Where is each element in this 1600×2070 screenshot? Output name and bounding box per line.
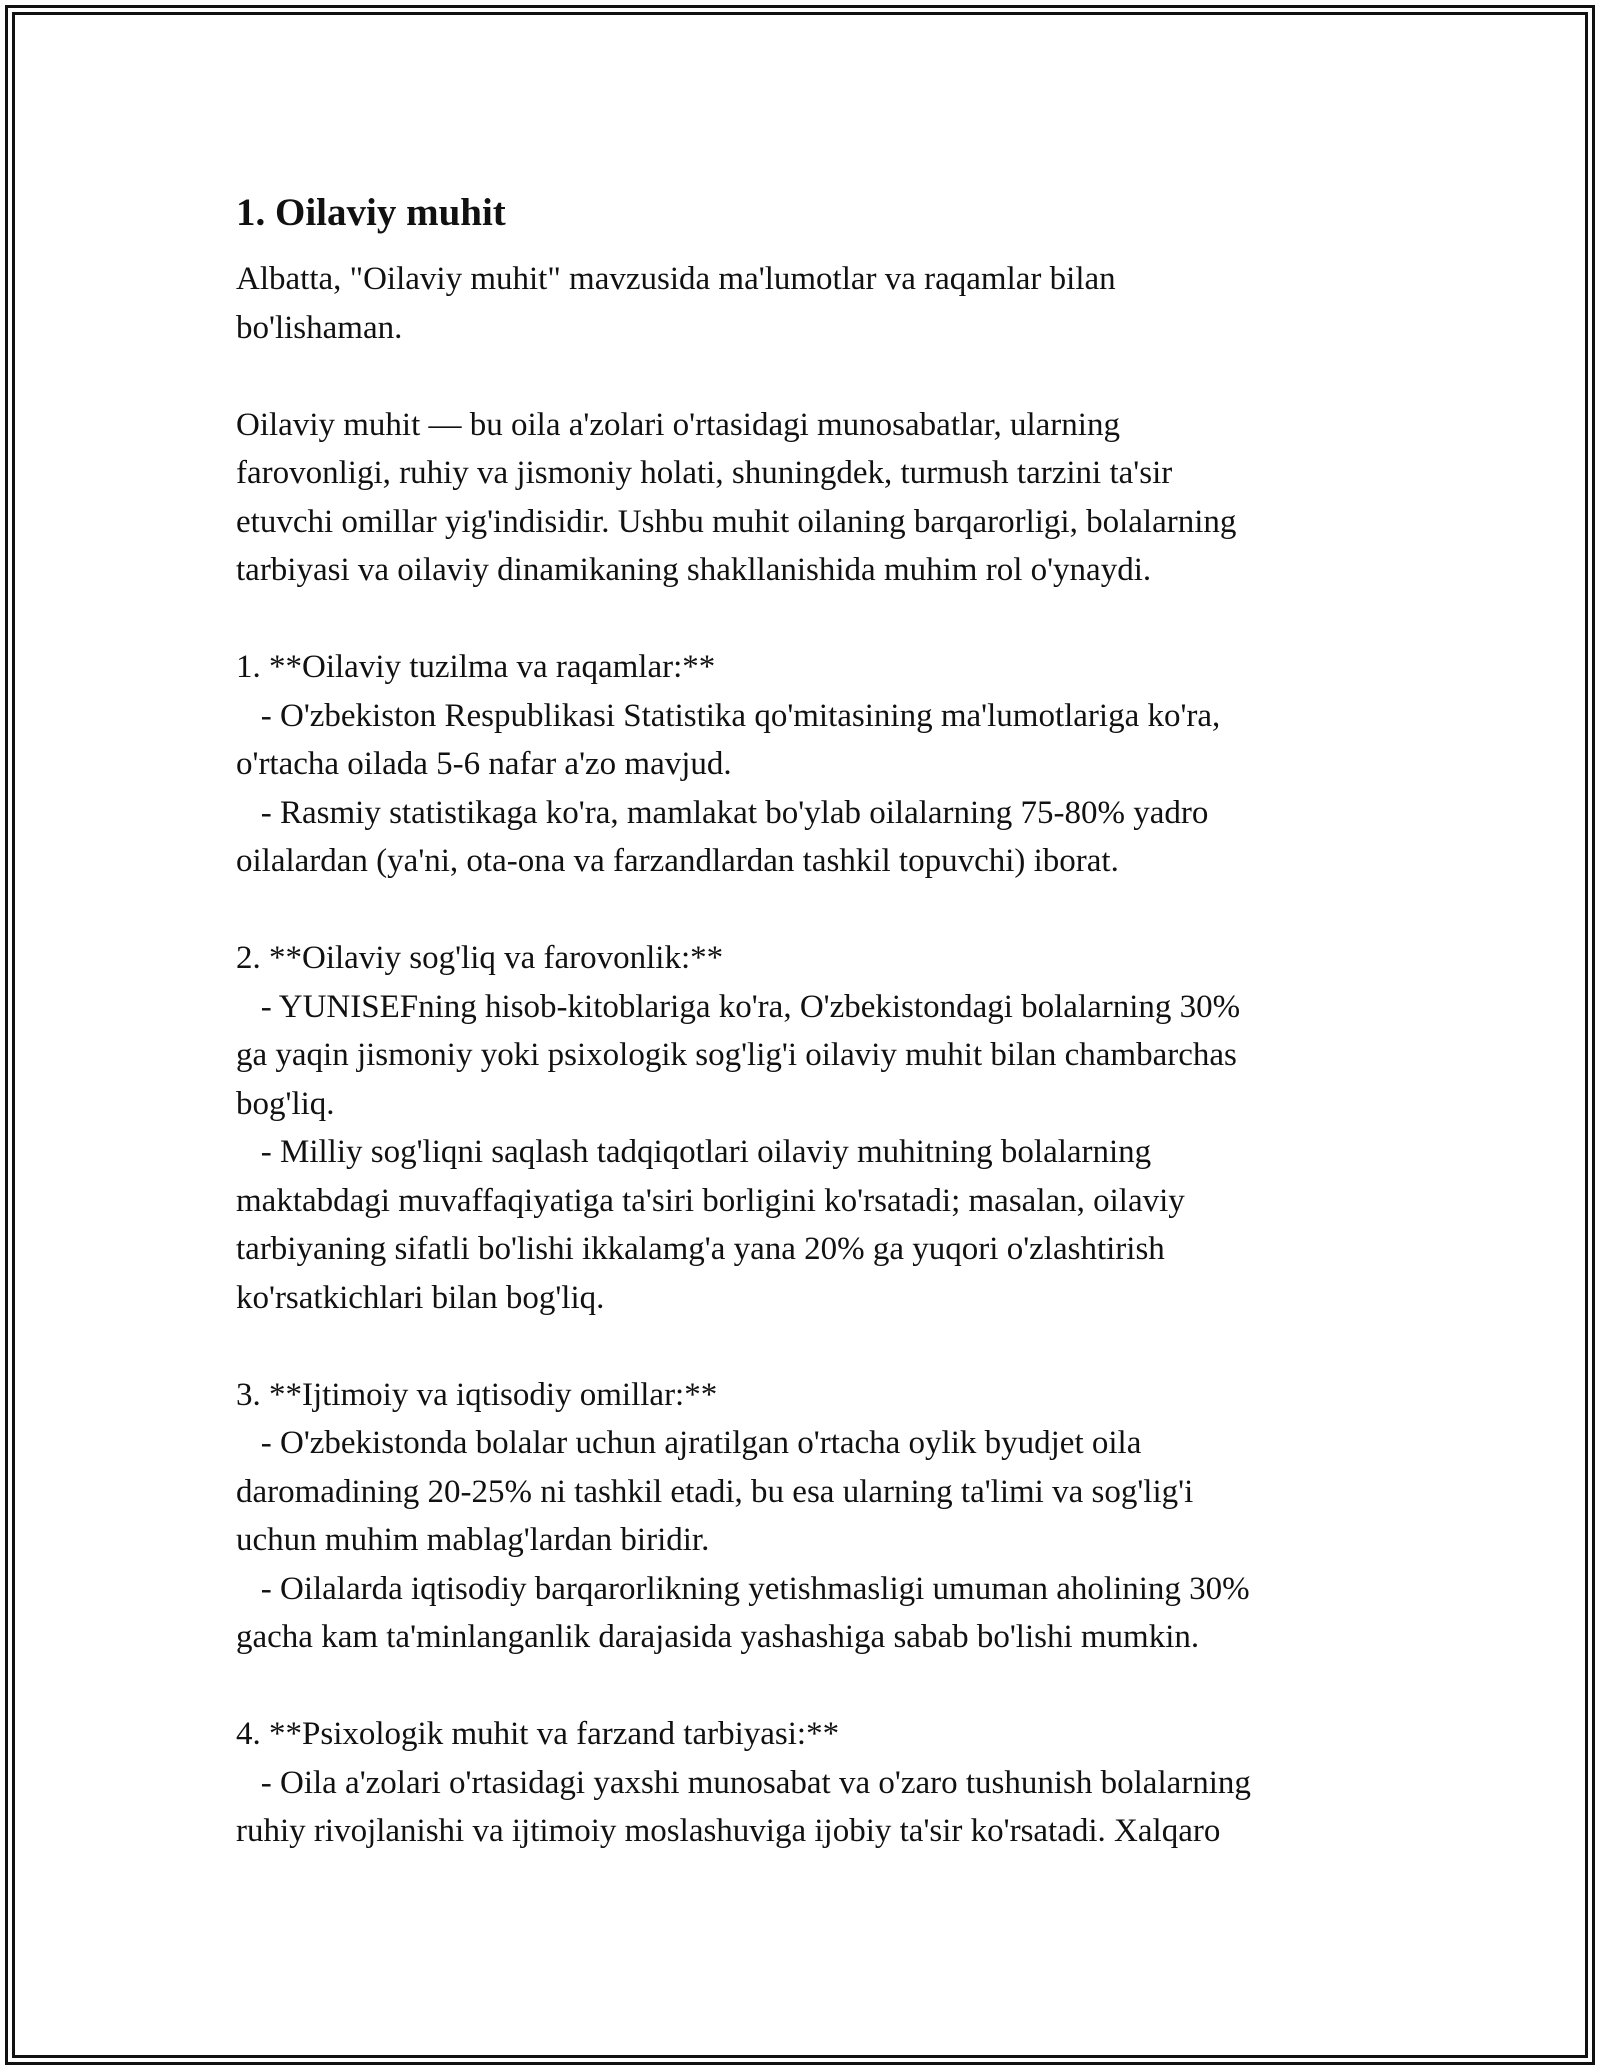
list-item-psychological: 4. **Psixologik muhit va farzand tarbiyasi:** - Oila a'zolari o'rtasidagi yaxshi munosabat va o'zaro tushunish bolalarning ruhiy rivojlanishi va ijtimoiy moslashuviga ijobiy ta'sir ko'rsatadi. Xalqaro [236, 1716, 1251, 1849]
definition-paragraph: Oilaviy muhit — bu oila a'zolari o'rtasidagi munosabatlar, ularning farovonligi, ruhiy va jismoniy holati, shuningdek, turmush tarzini ta'sir etuvchi omillar yig'indisidir. Ushbu muhit oilaning barqarorligi, bolalarning tarbiyasi va oilaviy dinamikaning shakllanishida muhim rol o'ynaydi. [236, 406, 1237, 588]
list-item-family-health: 2. **Oilaviy sog'liq va farovonlik:** - YUNISEFning hisob-kitoblariga ko'ra, O'zbekistondagi bolalarning 30% ga yaqin jismoniy yoki psixologik sog'lig'i oilaviy muhit bilan chambarchas bog'liq. - Milliy sog'liqni saqlash tadqiqotlari oilaviy muhitning bolalarning maktabdagi muvaffaqiyatiga ta'siri borligini ko'rsatadi; masalan, oilaviy tarbiyaning sifatli bo'lishi ikkalamg'a yana 20% ga yuqori o'zlashtirish ko'rsatkichlari bilan bog'liq. [236, 940, 1241, 1316]
document-body [236, 185, 1386, 1856]
list-item-socioeconomic: 3. **Ijtimoiy va iqtisodiy omillar:** - O'zbekistonda bolalar uchun ajratilgan o'rtacha oylik byudjet oila daromadining 20-25% ni tashkil etadi, bu esa ularning ta'limi va sog'lig'i uchun muhim mablag'lardan biridir. - Oilalarda iqtisodiy barqarorlikning yetishmasligi umuman aholining 30% gacha kam ta'minlanganlik darajasida yashashiga sabab bo'lishi mumkin. [236, 1376, 1250, 1655]
section-heading: 1. Oilaviy muhit [236, 191, 506, 234]
intro-paragraph: Albatta, "Oilaviy muhit" mavzusida ma'lumotlar va raqamlar bilan bo'lishaman. [236, 261, 1116, 346]
list-item-family-structure: 1. **Oilaviy tuzilma va raqamlar:** - O'zbekiston Respublikasi Statistika qo'mitasining ma'lumotlariga ko'ra, o'rtacha oilada 5-6 nafar a'zo mavjud. - Rasmiy statistikaga ko'ra, mamlakat bo'ylab oilalarning 75-80% yadro oilalardan (ya'ni, ota-ona va farzandlardan tashkil topuvchi) iborat. [236, 649, 1221, 879]
